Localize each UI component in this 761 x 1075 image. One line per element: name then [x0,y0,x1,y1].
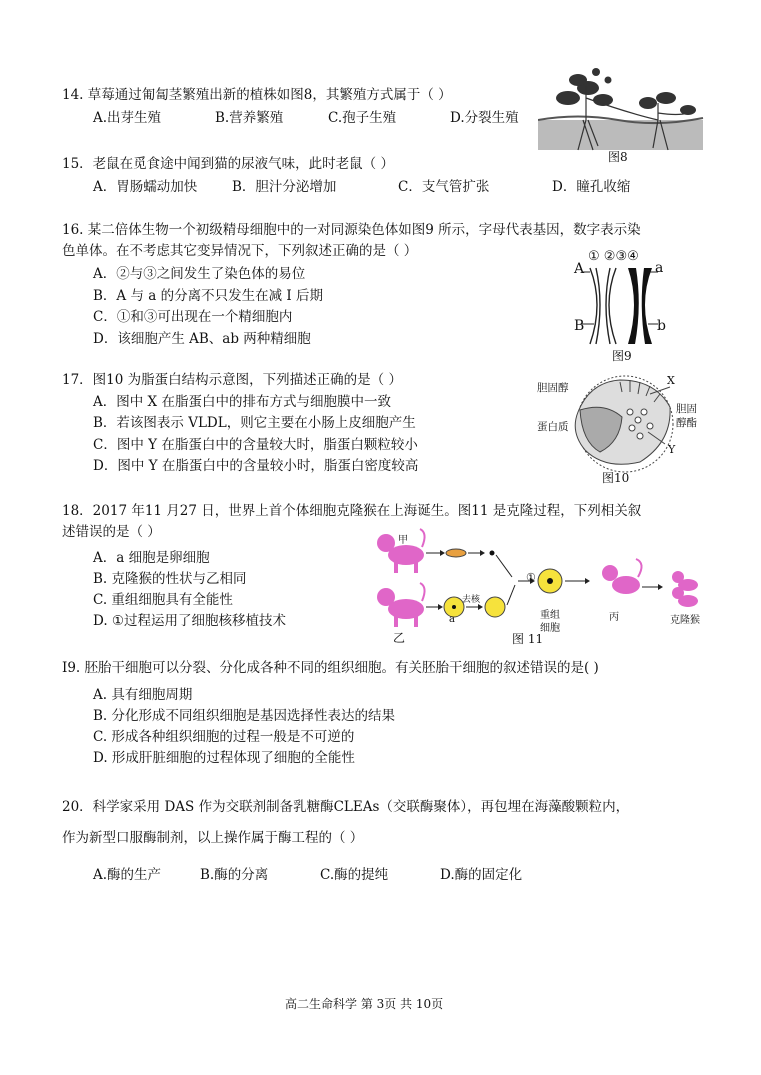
q20-option-a: A.酶的生产 [93,867,162,883]
q19-option-b: B. 分化形成不同组织细胞是基因选择性表达的结果 [93,708,396,724]
cholesterol-label: 胆固醇 [537,382,569,394]
gene-b-label: b [657,318,666,334]
chromatid-numbers: ① ②③④ [588,249,639,264]
q16-option-d: D．该细胞产生 AB、ab 两种精细胞 [93,331,311,347]
q17-option-b: B．若该图表示 VLDL，则它主要在小肠上皮细胞产生 [93,415,416,431]
q14-option-c: C.孢子生殖 [328,110,397,126]
q19-option-d: D. 形成肝脏细胞的过程体现了细胞的全能性 [93,750,355,766]
q20-option-c: C.酶的提纯 [320,867,389,883]
q17-option-a: A．图中 X 在脂蛋白中的排布方式与细胞膜中一致 [93,394,391,410]
q16-option-c: C．①和③可出现在一个精细胞内 [93,309,293,325]
cell-a-label: a [449,614,455,625]
q19-stem: I9. 胚胎干细胞可以分裂、分化成各种不同的组织细胞。有关胚胎干细胞的叙述错误的是( ) [62,660,599,676]
figure-9-caption: 图9 [612,349,632,363]
step-1-label: ① [526,571,536,584]
q17-option-c: C．图中 Y 在脂蛋白中的含量较大时，脂蛋白颗粒较小 [93,437,418,453]
figure-10-caption: 图10 [602,471,630,485]
q14-option-a: A.出芽生殖 [93,110,162,126]
q16-stem-line2: 色单体。在不考虑其它变异情况下，下列叙述正确的是（ ） [62,243,418,259]
page-footer: 高二生命科学 第 3页 共 10页 [285,997,444,1011]
q19-option-c: C. 形成各种组织细胞的过程一般是不可逆的 [93,729,355,745]
q14-stem: 14. 草莓通过匍匐茎繁殖出新的植株如图8，其繁殖方式属于（ ） [62,87,452,103]
clone-monkey-label: 克隆猴 [670,615,700,626]
q20-option-b: B.酶的分离 [200,867,269,883]
monkey-bing-label: 丙 [609,612,619,623]
x-label: X [667,374,675,387]
figure-8-caption: 图8 [608,150,628,164]
protein-label: 蛋白质 [537,421,569,433]
q18-stem-line1: 18．2017 年11 月27 日，世界上首个体细胞克隆猴在上海诞生。图11 是克隆过程，下列相关叙 [62,503,642,519]
gene-a-label: a [655,260,664,276]
q14-option-b: B.营养繁殖 [215,110,284,126]
enucleate-label: 去核 [462,595,481,605]
q18-option-b: B. 克隆猴的性状与乙相同 [93,571,247,587]
figure-11-caption: 图 11 [512,632,544,646]
q19-option-a: A. 具有细胞周期 [93,687,193,703]
gene-A-label: A [574,261,585,277]
q20-stem-line2: 作为新型口服酶制剂，以上操作属于酶工程的（ ） [62,830,364,846]
reconstructed-cell-label-1: 重组 [540,610,560,621]
q18-option-a: A．a 细胞是卵细胞 [93,550,210,566]
y-label: Y [668,443,676,456]
q17-stem: 17．图10 为脂蛋白结构示意图，下列描述正确的是（ ） [62,372,402,388]
q15-stem: 15．老鼠在觅食途中闻到猫的尿液气味，此时老鼠（ ） [62,156,394,172]
q20-stem-line1: 20．科学家采用 DAS 作为交联剂制备乳糖酶CLEAs（交联酶聚体），再包埋在海藻酸颗粒内， [62,799,630,815]
q18-stem-line2: 述错误的是（ ） [62,524,161,540]
q14-option-d: D.分裂生殖 [450,110,519,126]
q15-option-d: D．瞳孔收缩 [552,179,631,195]
q16-stem-line1: 16. 某二倍体生物一个初级精母细胞中的一对同源染色体如图9 所示，字母代表基因，数字表示染 [62,222,641,238]
cholesterol-ester-label-2: 醇酯 [676,417,697,429]
q15-option-c: C．支气管扩张 [398,179,490,195]
q15-option-b: B．胆汁分泌增加 [232,179,337,195]
q16-option-a: A．②与③之间发生了染色体的易位 [93,266,306,282]
monkey-yi-label: 乙 [393,631,406,645]
q20-option-d: D.酶的固定化 [440,867,523,883]
monkey-jia-label: 甲 [398,535,408,546]
strawberry-figure [538,58,708,158]
chromosome-figure [582,266,660,346]
cloning-figure [370,525,705,630]
reconstructed-cell-label-2: 细胞 [540,623,560,634]
q18-option-c: C. 重组细胞具有全能性 [93,592,233,608]
q15-option-a: A．胃肠蠕动加快 [93,179,198,195]
cholesterol-ester-label-1: 胆固 [676,403,697,415]
gene-B-label: B [574,318,585,334]
q17-option-d: D．图中 Y 在脂蛋白中的含量较小时，脂蛋白密度较高 [93,458,419,474]
q16-option-b: B．A 与 a 的分离不只发生在减 I 后期 [93,288,324,304]
q18-option-d: D. ①过程运用了细胞核移植技术 [93,613,287,629]
